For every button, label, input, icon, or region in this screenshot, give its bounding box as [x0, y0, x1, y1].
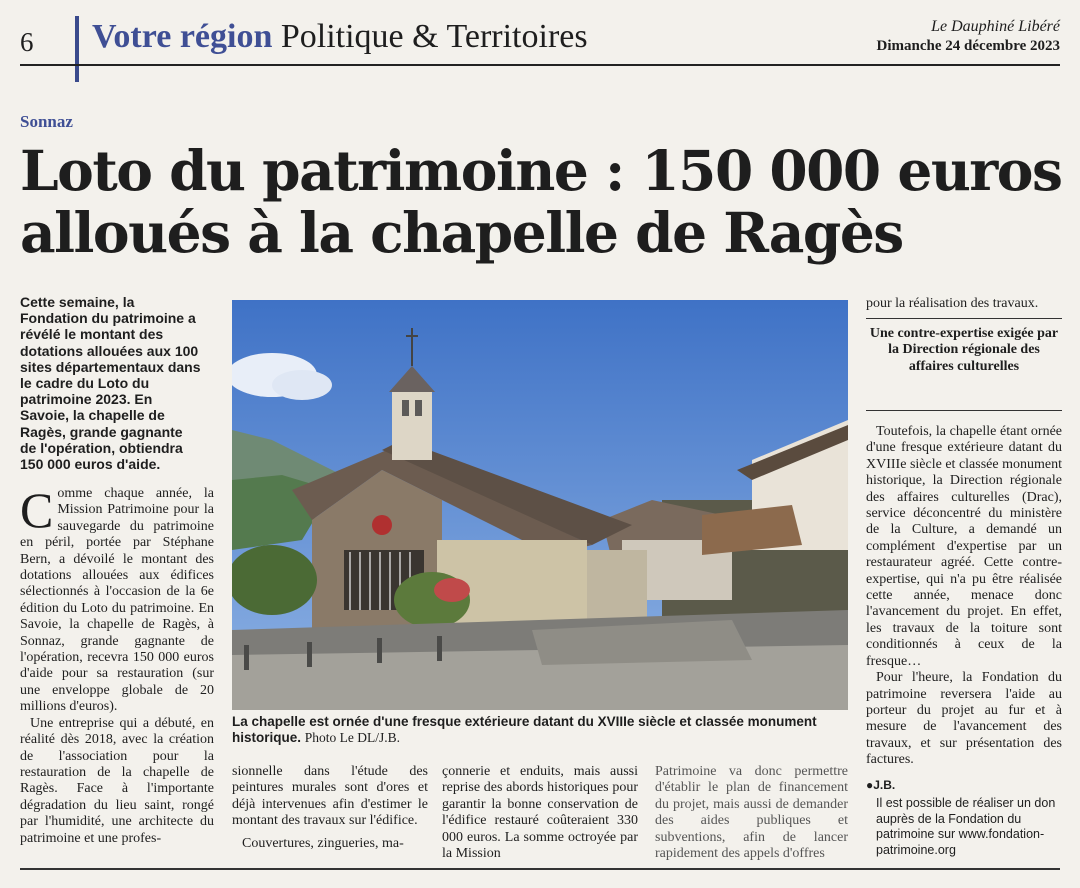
chapel-photo-image	[232, 300, 848, 710]
article-column-1	[20, 482, 214, 847]
photo-credit: Photo Le DL/J.B.	[304, 730, 401, 745]
article-headline: Loto du patrimoine : 150 000 euros alloués à la chapelle de Ragès	[20, 138, 1062, 265]
publication-name: Le Dauphiné Libéré	[931, 18, 1060, 35]
chapel-photo	[232, 300, 848, 710]
section-title	[92, 18, 588, 56]
article-column-2	[232, 764, 428, 852]
drop-cap: C	[20, 482, 54, 538]
column-2-paragraph-2: Couvertures, zingueries, ma-	[242, 835, 404, 851]
photo-caption	[232, 714, 848, 746]
column-1-paragraph-1	[20, 482, 214, 716]
article-column-3: çonnerie et enduits, mais aussi reprise des abords historiques pour garantir la bonne conservation de l'édifice restauré coûteraient 330 000 euros. La somme octroyée par la Mission	[442, 764, 638, 862]
column-1-paragraph-1-text: omme chaque année, la Mission Patrimoine pour la sauvegarde du patrimoine en péril, portée par Stéphane Bern, a dévoilé le montant des dotations allouées aux édifices sélectionnés à l'occasion de la 6e édition du Loto du patrimoine. En Savoie, la chapelle de Ragès, à Sonnaz, grande gagnante de l'opération, recevra 150 000 euros d'aide pour sa restauration (sur une enveloppe globale de 20 millions d'euros).	[20, 486, 214, 715]
article-column-5	[866, 424, 1062, 769]
column-5-paragraph-1: Toutefois, la chapelle étant ornée d'une fresque extérieure datant du XVIIIe siècle et classée monument historique, la Direction régionale des affaires culturelles (Drac), service déconcentré du ministère de la Culture, a demandé un complément d'expertise par un restaurateur agréé. Cette contre-expertise, qui n'a pu être réalisée cette année, menace donc l'avancement du projet. En effet, les travaux de la toiture sont conditionnés à ceux de la fresque…	[866, 424, 1062, 669]
article-column-5-top: pour la réalisation des travaux.	[866, 296, 1039, 311]
subhead-rule-bottom	[866, 410, 1062, 411]
article-column-4: Patrimoine va donc permettre d'établir le plan de financement du projet, mais aussi de demander des aides publiques et subventions, afin de lancer rapidement des appels d'offres	[655, 764, 848, 862]
page-header	[0, 0, 1080, 82]
subhead-rule-top	[866, 318, 1062, 319]
column-2-paragraph-1: sionnelle dans l'étude des peintures murales sont d'ores et déjà intervenues afin d'estimer le montant des travaux sur l'édifice.	[232, 764, 428, 829]
article-chapo: Cette semaine, la Fondation du patrimoine a révélé le montant des dotations allouées aux 100 sites départementaux dans le cadre du Loto du patrimoine 2023. En Savoie, la chapelle de Ragès, grande gagnante de l'opération, obtiendra 150 000 euros d'aide.	[20, 294, 201, 473]
header-accent-bar	[75, 16, 79, 82]
column-5-paragraph-2: Pour l'heure, la Fondation du patrimoine reversera l'aide au porteur du projet au fur et à mesure de l'avancement des travaux, et sur présentation des factures.	[866, 670, 1062, 768]
photo-caption-text: La chapelle est ornée d'une fresque extérieure datant du XVIIIe siècle et classée monument historique.	[232, 714, 817, 745]
bottom-rule	[20, 868, 1060, 870]
header-rule	[20, 64, 1060, 66]
section-region: Votre région	[92, 18, 273, 55]
article-signature: ●J.B.	[866, 778, 896, 792]
article-kicker: Sonnaz	[20, 112, 73, 131]
article-subhead: Une contre-expertise exigée par la Direction régionale des affaires culturelles	[869, 326, 1059, 374]
column-1-paragraph-2: Une entreprise qui a débuté, en réalité dès 2018, avec la création de l'association pour la restauration de la chapelle de Ragès. Face à l'importante dégradation du lieu saint, rongé par l'humidité, une architecte du patrimoine et une profes-	[20, 715, 214, 846]
page-number: 6	[20, 27, 34, 57]
publication-date: Dimanche 24 décembre 2023	[876, 38, 1060, 54]
donation-note: Il est possible de réaliser un don auprès de la Fondation du patrimoine sur www.fondation-patrimoine.org	[876, 796, 1056, 857]
section-topic: Politique & Territoires	[280, 18, 588, 55]
